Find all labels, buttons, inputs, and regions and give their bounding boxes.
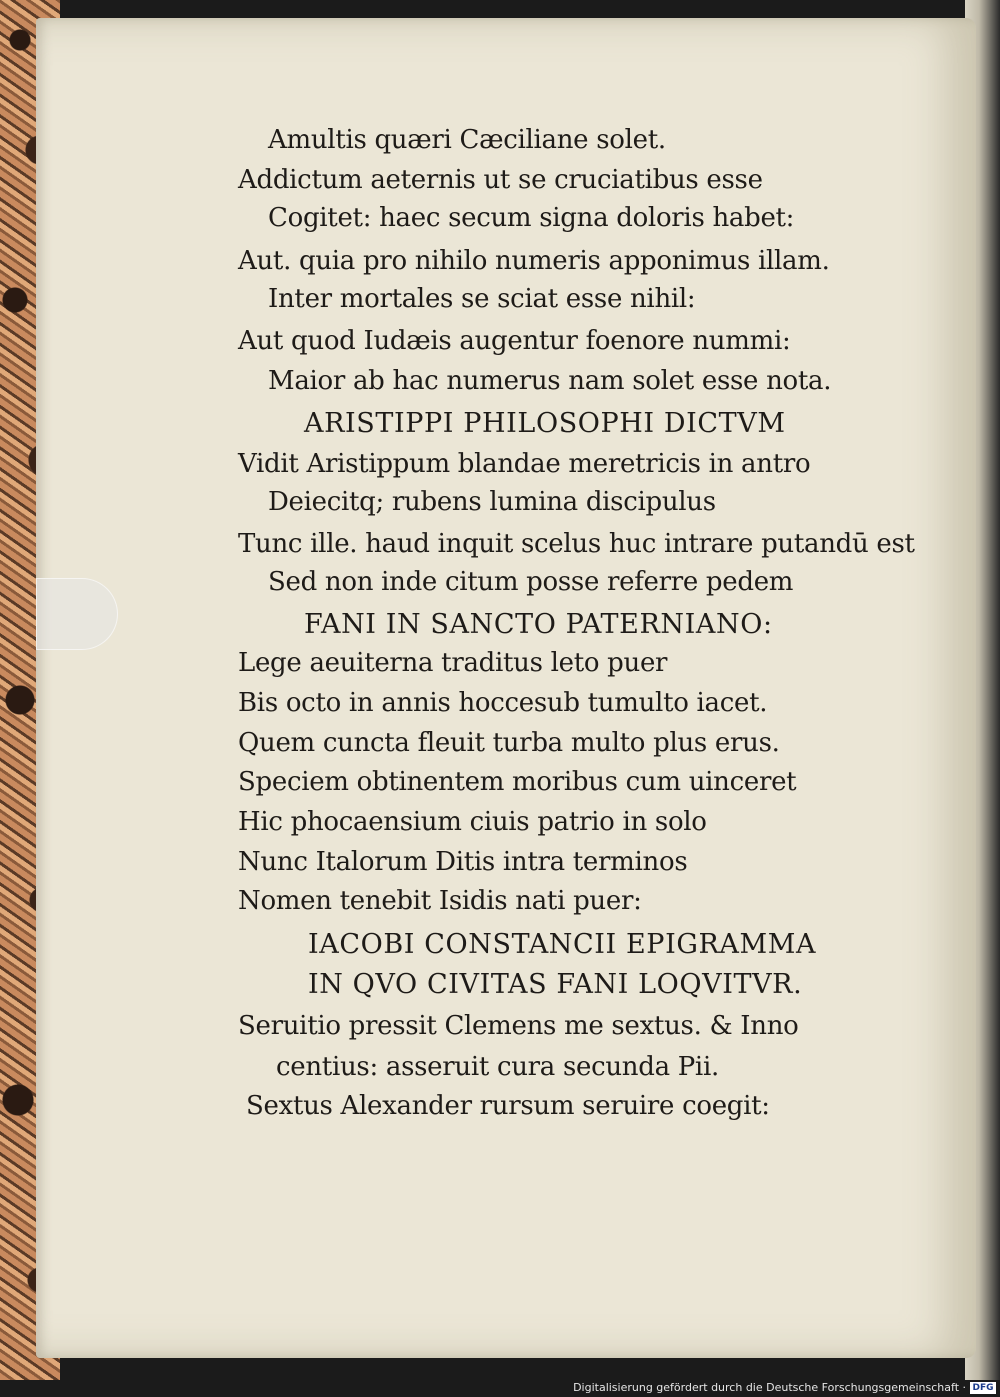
text-line: Amultis quæri Cæciliane solet.: [268, 125, 666, 155]
text-line: Sextus Alexander rursum seruire coegit:: [246, 1091, 770, 1121]
text-line: Maior ab hac numerus nam solet esse nota.: [268, 366, 832, 396]
text-line: Cogitet: haec secum signa doloris habet:: [268, 203, 795, 233]
section-heading: ARISTIPPI PHILOSOPHI DICTVM: [304, 408, 786, 439]
section-heading: IN QVO CIVITAS FANI LOQVITVR.: [308, 969, 803, 1000]
footer-bar: [0, 1380, 1000, 1397]
dfg-logo: DFG: [970, 1382, 996, 1394]
text-line: Lege aeuiterna traditus leto puer: [238, 648, 668, 678]
text-line: Sed non inde citum posse referre pedem: [268, 567, 794, 597]
section-heading: IACOBI CONSTANCII EPIGRAMMA: [308, 929, 817, 960]
text-line: centius: asseruit cura secunda Pii.: [276, 1052, 719, 1082]
section-heading: FANI IN SANCTO PATERNIANO:: [304, 609, 773, 640]
text-line: Quem cuncta fleuit turba multo plus erus.: [238, 728, 780, 758]
text-line: Bis octo in annis hoccesub tumulto iacet.: [238, 688, 768, 718]
text-line: Aut. quia pro nihilo numeris apponimus illam.: [238, 246, 830, 276]
book-page: [36, 18, 976, 1358]
text-line: Addictum aeternis ut se cruciatibus esse: [238, 165, 763, 195]
text-line: Hic phocaensium ciuis patrio in solo: [238, 807, 707, 837]
text-line: Aut quod Iudæis augentur foenore nummi:: [238, 326, 791, 356]
text-line: Speciem obtinentem moribus cum uinceret: [238, 767, 797, 797]
text-line: Seruitio pressit Clemens me sextus. & Inno: [238, 1011, 799, 1041]
page-text: [36, 18, 976, 1358]
text-line: Nomen tenebit Isidis nati puer:: [238, 886, 642, 916]
text-line: Inter mortales se sciat esse nihil:: [268, 284, 696, 314]
text-line: Nunc Italorum Ditis intra terminos: [238, 847, 688, 877]
text-line: Vidit Aristippum blandae meretricis in antro: [238, 449, 811, 479]
text-line: Deiecitq; rubens lumina discipulus: [268, 487, 716, 517]
funding-credit: Digitalisierung gefördert durch die Deutsche Forschungsgemeinschaft ·: [573, 1381, 966, 1394]
text-line: Tunc ille. haud inquit scelus huc intrare putandū est: [238, 529, 915, 559]
